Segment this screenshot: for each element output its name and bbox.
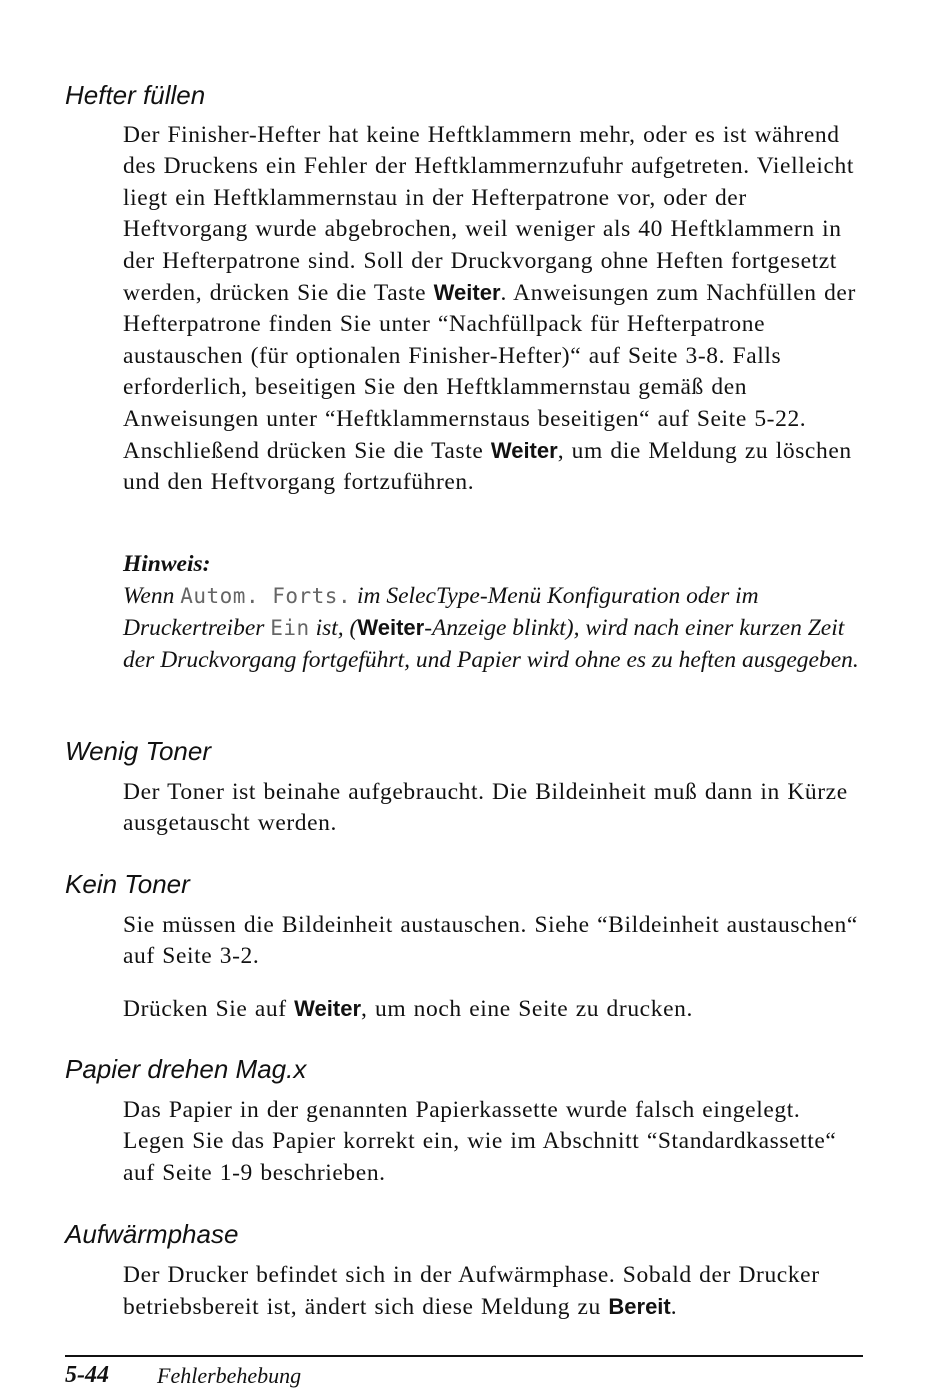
footer-rule — [65, 1355, 863, 1357]
key-label-weiter: Weiter — [294, 996, 362, 1021]
paragraph-papier-drehen: Das Papier in der genannten Papierkassette wurde falsch eingelegt. Legen Sie das Papier korrekt ein, wie im Abschnitt “Standardkassette“ auf Seite 1-9 beschrieben. — [123, 1097, 837, 1186]
note-title: Hinweis: — [123, 551, 211, 577]
footer-chapter-title: Fehlerbehebung — [157, 1363, 302, 1388]
note-text-part: Wenn — [123, 583, 181, 609]
section-heading-hefter-fuellen: Hefter füllen — [65, 80, 206, 110]
section-heading-papier-drehen: Papier drehen Mag.x — [65, 1054, 307, 1084]
lcd-text-autom-forts: Autom. Forts. — [180, 584, 352, 608]
key-label-bereit: Bereit — [608, 1294, 671, 1320]
note-text-part: ist, ( — [309, 615, 358, 642]
paragraph-text: Der Finisher-Hefter hat keine Heftklammern mehr, oder es ist während des Druckens ein Fehler der Heftklammernzufuhr aufgetreten. Vielleicht liegt ein Heftklammernstau in der Hefterpatrone vor, oder der Heftvorgang wurde abgebrochen, weil weniger als 40 Heftklammern in der Hefterpatrone sind. Soll der Druckvorgang ohne Heften fortgesetzt werden, drücken Sie die Taste — [123, 122, 854, 307]
paragraph-kein-toner-2 — [123, 993, 868, 1025]
paragraph-text: . — [670, 1294, 678, 1321]
key-label-weiter: Weiter — [433, 280, 501, 306]
note-text-part: -Anzeige blinkt), wird nach einer kurzen Zeit der Druckvorgang fortgeführt, und Papier wird ohne es zu heften ausgegeben. — [123, 615, 859, 673]
section-heading-wenig-toner: Wenig Toner — [65, 736, 211, 766]
paragraph-kein-toner: Sie müssen die Bildeinheit austauschen. Siehe “Bildeinheit austauschen“ auf Seite 3-2. — [123, 912, 858, 970]
paragraph-text: , um die Meldung zu löschen und den Heftvorgang fortzuführen. — [123, 438, 852, 496]
paragraph-aufwaermphase — [123, 1260, 868, 1324]
page-number: 5-44 — [65, 1362, 109, 1388]
paragraph-text: Drücken Sie auf — [123, 996, 295, 1022]
section-heading-kein-toner: Kein Toner — [65, 869, 190, 899]
note-text — [123, 581, 868, 676]
paragraph-wenig-toner: Der Toner ist beinahe aufgebraucht. Die Bildeinheit muß dann in Kürze ausgetauscht werden. — [123, 779, 848, 837]
key-label-weiter: Weiter — [490, 438, 558, 464]
paragraph-hefter-fuellen — [123, 120, 868, 499]
paragraph-text: Der Drucker befindet sich in der Aufwärmphase. Sobald der Drucker betriebsbereit ist, ändert sich diese Meldung zu — [123, 1262, 820, 1321]
section-heading-aufwaermphase: Aufwärmphase — [65, 1219, 239, 1249]
lcd-text-ein: Ein — [270, 616, 310, 641]
paragraph-text: . Anweisungen zum Nachfüllen der Hefterpatrone finden Sie unter “Nachfüllpack für Hefterpatrone austauschen (für optionalen Finisher-Hefter)“ auf Seite 3-8. Falls erforderlich, beseitigen Sie den Heftklammernstau gemäß den Anweisungen unter “Heftklammernstaus beseitigen“ auf Seite 5-22. Anschließend drücken Sie die Taste — [123, 280, 856, 465]
key-label-weiter: Weiter — [357, 615, 425, 641]
paragraph-text: , um noch eine Seite zu drucken. — [361, 996, 693, 1022]
note-text-part: im SelecType-Menü Konfiguration oder im Druckertreiber — [123, 583, 759, 642]
